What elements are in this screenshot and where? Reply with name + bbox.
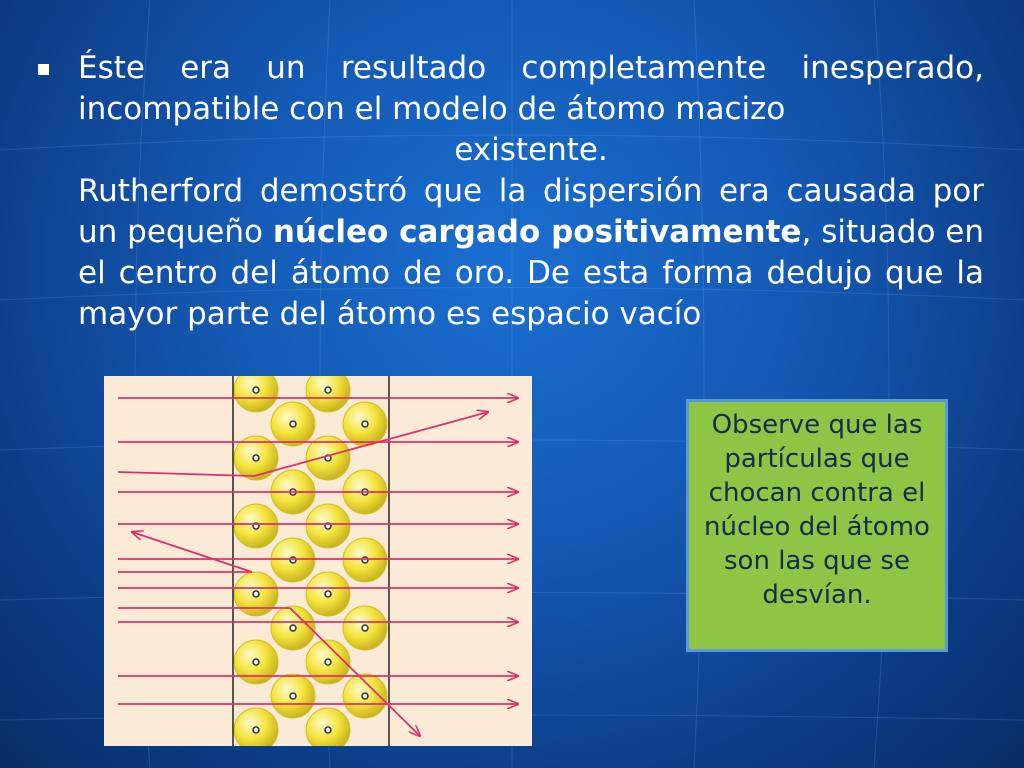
atom-nucleus [253, 387, 259, 393]
atom-nucleus [362, 693, 368, 699]
paragraph-2-bold-phrase: núcleo cargado positivamente [272, 214, 802, 250]
paragraph-2-text-before: Rutherford demostró que la dispersión era causada por un pequeño [78, 173, 984, 250]
gold-atom [306, 376, 350, 412]
paragraph-2-text-after: , situado en el centro del átomo de oro. De esta forma dedujo que la mayor parte del átomo es espacio vacío [78, 214, 984, 332]
atom-nucleus [253, 659, 259, 665]
atom-nucleus [290, 557, 296, 563]
atom-nucleus [325, 659, 331, 665]
atom-nucleus [325, 387, 331, 393]
atom-nucleus [362, 625, 368, 631]
atom-nucleus [290, 625, 296, 631]
atom-nucleus [362, 421, 368, 427]
atom-nucleus [290, 693, 296, 699]
gold-atom [234, 376, 278, 412]
rutherford-scattering-figure [104, 376, 532, 746]
callout-text: Observe que las partículas que chocan contra el núcleo del átomo son las que se desvían. [704, 410, 930, 610]
scattering-diagram [104, 376, 532, 746]
atom-nucleus [325, 591, 331, 597]
paragraph-1 [78, 48, 984, 171]
observation-callout [686, 399, 948, 652]
atom-nucleus [253, 455, 259, 461]
atom-nucleus [253, 727, 259, 733]
atom-nucleus [290, 421, 296, 427]
paragraph-2 [78, 171, 984, 335]
atom-nucleus [253, 591, 259, 597]
paragraph-1-line-b: existente. [454, 132, 608, 168]
slide-body [78, 48, 984, 335]
bullet-icon [38, 64, 49, 75]
paragraph-1-line-a: Éste era un resultado completamente inesperado, incompatible con el modelo de átomo macizo [78, 50, 984, 127]
alpha-particle-backscattered [132, 532, 252, 572]
atom-nucleus [325, 727, 331, 733]
atom-nucleus [362, 557, 368, 563]
